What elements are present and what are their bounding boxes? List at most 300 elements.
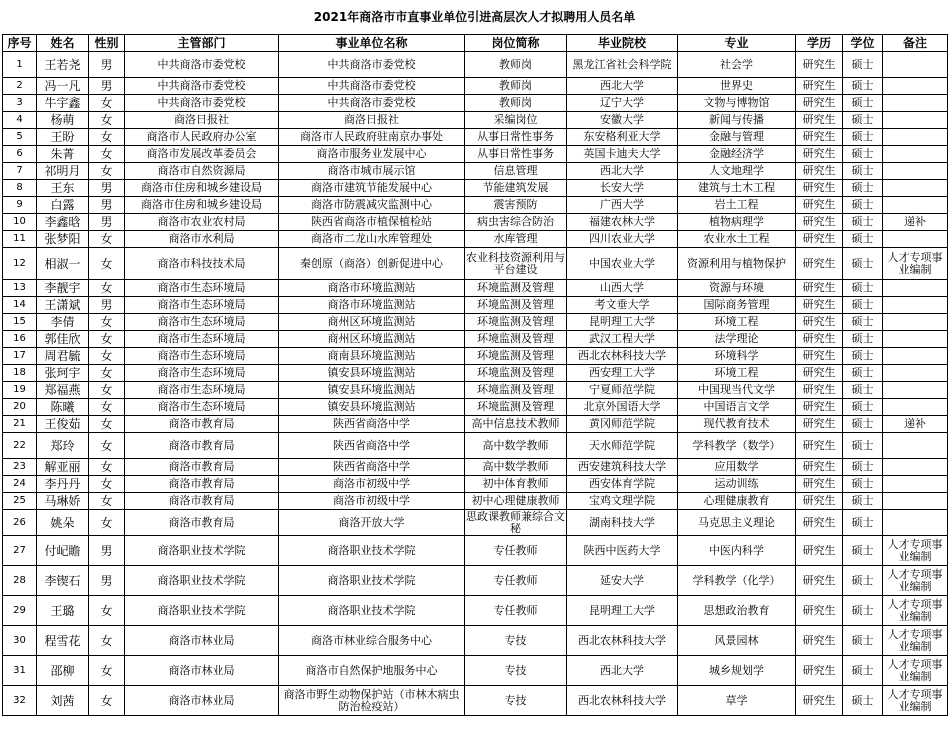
cell-index: 23 [3, 459, 37, 476]
column-header-index: 序号 [3, 35, 37, 52]
cell-remarks: 人才专项事业编制 [883, 536, 948, 566]
cell-major: 农业水土工程 [678, 231, 796, 248]
cell-position: 思政课教师兼综合文秘 [466, 509, 565, 535]
cell-remarks [883, 331, 948, 348]
cell-remarks [883, 78, 948, 95]
cell-name: 邵柳 [37, 656, 89, 686]
cell-name: 马琳娇 [37, 493, 89, 510]
cell-index: 7 [3, 163, 37, 180]
cell-department: 商洛市发展改革委员会 [125, 146, 279, 163]
candidate-table [2, 34, 948, 716]
cell-index: 32 [3, 686, 37, 716]
cell-index: 24 [3, 476, 37, 493]
cell-remarks: 递补 [883, 214, 948, 231]
cell-degree: 硕士 [843, 214, 883, 231]
cell-department: 商洛市人民政府办公室 [125, 129, 279, 146]
cell-department: 商洛职业技术学院 [125, 536, 279, 566]
cell-position: 初中心理健康教师 [465, 493, 567, 510]
column-header-remarks: 备注 [883, 35, 948, 52]
cell-name: 王璐 [37, 596, 89, 626]
cell-name: 周君毓 [37, 348, 89, 365]
cell-unit: 商洛日报社 [279, 112, 465, 129]
table-row [3, 331, 948, 348]
cell-major: 金融经济学 [678, 146, 796, 163]
cell-department: 商洛市教育局 [125, 510, 279, 536]
cell-major: 国际商务管理 [678, 297, 796, 314]
cell-remarks: 人才专项事业编制 [883, 686, 948, 716]
cell-degree: 硕士 [843, 416, 883, 433]
cell-position: 教师岗 [465, 78, 567, 95]
cell-index: 14 [3, 297, 37, 314]
cell-index: 29 [3, 596, 37, 626]
cell-school: 英国卡迪夫大学 [567, 146, 678, 163]
cell-education: 研究生 [796, 52, 843, 78]
cell-name: 李丹丹 [37, 476, 89, 493]
table-row [3, 248, 948, 280]
cell-gender: 女 [89, 112, 125, 129]
cell-education: 研究生 [796, 95, 843, 112]
cell-department: 商洛市生态环境局 [125, 297, 279, 314]
table-row [3, 686, 948, 716]
cell-position: 专技 [465, 686, 567, 716]
cell-school: 西安理工大学 [567, 365, 678, 382]
cell-major: 文物与博物馆 [678, 95, 796, 112]
cell-gender: 女 [89, 248, 125, 280]
cell-index: 3 [3, 95, 37, 112]
cell-remarks [883, 510, 948, 536]
cell-position: 教师岗 [465, 95, 567, 112]
cell-degree: 硕士 [843, 112, 883, 129]
cell-major: 环境科学 [678, 348, 796, 365]
cell-education: 研究生 [796, 416, 843, 433]
cell-name: 张珂宇 [37, 365, 89, 382]
cell-education: 研究生 [796, 348, 843, 365]
cell-education: 研究生 [796, 626, 843, 656]
cell-remarks [883, 493, 948, 510]
cell-degree: 硕士 [843, 536, 883, 566]
cell-major: 环境工程 [678, 314, 796, 331]
cell-position: 高中信息技术教师 [465, 416, 567, 433]
cell-major: 资源与环境 [678, 280, 796, 297]
cell-school: 福建农林大学 [567, 214, 678, 231]
table-row [3, 626, 948, 656]
cell-position: 环境监测及管理 [465, 382, 567, 399]
cell-school: 东安格利亚大学 [567, 129, 678, 146]
table-row [3, 297, 948, 314]
cell-remarks [883, 476, 948, 493]
cell-unit: 商洛市野生动物保护站（市林木病虫防治检疫站） [279, 686, 465, 716]
cell-gender: 男 [89, 197, 125, 214]
cell-gender: 女 [89, 433, 125, 459]
cell-position: 教师岗 [465, 52, 567, 78]
cell-department: 商洛市农业农村局 [125, 214, 279, 231]
table-row [3, 493, 948, 510]
cell-gender: 女 [89, 146, 125, 163]
cell-name: 郭佳欣 [37, 331, 89, 348]
table-row [3, 433, 948, 459]
cell-degree: 硕士 [843, 314, 883, 331]
cell-major: 法学理论 [678, 331, 796, 348]
cell-remarks: 人才专项事业编制 [883, 596, 948, 626]
cell-position: 信息管理 [465, 163, 567, 180]
cell-degree: 硕士 [843, 231, 883, 248]
cell-department: 中共商洛市委党校 [125, 52, 279, 78]
cell-remarks [883, 280, 948, 297]
cell-department: 商洛市水利局 [125, 231, 279, 248]
cell-major: 草学 [678, 686, 796, 716]
cell-department: 商洛市生态环境局 [125, 280, 279, 297]
cell-index: 31 [3, 656, 37, 686]
cell-education: 研究生 [796, 596, 843, 626]
cell-name: 王潇斌 [37, 297, 89, 314]
cell-position: 农业科技资源利用与平台建设 [465, 248, 567, 280]
cell-major: 学科教学（化学） [678, 566, 796, 596]
cell-school: 四川农业大学 [567, 231, 678, 248]
cell-index: 13 [3, 280, 37, 297]
cell-gender: 女 [89, 331, 125, 348]
cell-unit: 中共商洛市委党校 [279, 78, 465, 95]
cell-remarks [883, 314, 948, 331]
cell-remarks [883, 163, 948, 180]
cell-degree: 硕士 [843, 596, 883, 626]
cell-unit: 镇安县环境监测站 [279, 365, 465, 382]
cell-index: 19 [3, 382, 37, 399]
cell-school: 西安体育学院 [567, 476, 678, 493]
cell-degree: 硕士 [843, 686, 883, 716]
cell-major: 马克思主义理论 [678, 510, 796, 536]
cell-position: 环境监测及管理 [465, 399, 567, 416]
cell-school: 广西大学 [567, 197, 678, 214]
cell-degree: 硕士 [843, 197, 883, 214]
cell-major: 思想政治教育 [678, 596, 796, 626]
table-row [3, 536, 948, 566]
cell-position: 高中数学教师 [465, 459, 567, 476]
cell-index: 1 [3, 52, 37, 78]
table-row [3, 476, 948, 493]
cell-position: 震害预防 [465, 197, 567, 214]
cell-degree: 硕士 [843, 129, 883, 146]
table-row [3, 180, 948, 197]
cell-index: 25 [3, 493, 37, 510]
table-row [3, 95, 948, 112]
cell-unit: 商洛开放大学 [279, 510, 465, 536]
column-header-department: 主管部门 [125, 35, 279, 52]
table-row [3, 566, 948, 596]
cell-degree: 硕士 [843, 365, 883, 382]
cell-name: 刘茜 [37, 686, 89, 716]
cell-degree: 硕士 [843, 459, 883, 476]
cell-school: 安徽大学 [567, 112, 678, 129]
cell-index: 10 [3, 214, 37, 231]
cell-remarks [883, 129, 948, 146]
cell-department: 中共商洛市委党校 [125, 95, 279, 112]
cell-position: 专任教师 [465, 566, 567, 596]
cell-department: 中共商洛市委党校 [125, 78, 279, 95]
table-row [3, 365, 948, 382]
cell-remarks [883, 112, 948, 129]
cell-unit: 商洛市人民政府驻南京办事处 [279, 129, 465, 146]
cell-index: 6 [3, 146, 37, 163]
cell-degree: 硕士 [843, 348, 883, 365]
cell-gender: 女 [89, 129, 125, 146]
cell-remarks [883, 231, 948, 248]
cell-position: 初中体育教师 [465, 476, 567, 493]
table-row [3, 280, 948, 297]
cell-department: 商洛市教育局 [125, 476, 279, 493]
cell-remarks [883, 382, 948, 399]
cell-unit: 商南县环境监测站 [279, 348, 465, 365]
cell-name: 牛宇鑫 [37, 95, 89, 112]
column-header-gender: 性别 [89, 35, 125, 52]
cell-name: 郑福燕 [37, 382, 89, 399]
cell-position: 环境监测及管理 [465, 297, 567, 314]
cell-gender: 男 [89, 566, 125, 596]
cell-name: 王若尧 [37, 52, 89, 78]
cell-gender: 女 [89, 231, 125, 248]
cell-major: 中国语言文学 [678, 399, 796, 416]
cell-department: 商洛职业技术学院 [125, 596, 279, 626]
table-row [3, 382, 948, 399]
cell-position: 采编岗位 [465, 112, 567, 129]
cell-department: 商洛市教育局 [125, 459, 279, 476]
cell-education: 研究生 [796, 493, 843, 510]
cell-name: 解亚丽 [37, 459, 89, 476]
table-row [3, 214, 948, 231]
cell-name: 程雪花 [37, 626, 89, 656]
cell-department: 商洛市教育局 [125, 493, 279, 510]
column-header-major: 专业 [678, 35, 796, 52]
cell-school: 山西大学 [567, 280, 678, 297]
cell-gender: 女 [89, 314, 125, 331]
cell-department: 商洛市生态环境局 [125, 399, 279, 416]
cell-major: 岩土工程 [678, 197, 796, 214]
cell-position: 专技 [465, 656, 567, 686]
cell-unit: 秦创原（商洛）创新促进中心 [279, 248, 465, 280]
cell-major: 应用数学 [678, 459, 796, 476]
cell-education: 研究生 [796, 248, 843, 280]
cell-education: 研究生 [796, 78, 843, 95]
cell-remarks [883, 146, 948, 163]
cell-gender: 女 [89, 399, 125, 416]
table-row [3, 348, 948, 365]
cell-gender: 女 [89, 365, 125, 382]
cell-education: 研究生 [796, 297, 843, 314]
cell-unit: 中共商洛市委党校 [279, 95, 465, 112]
cell-school: 昆明理工大学 [567, 596, 678, 626]
cell-education: 研究生 [796, 163, 843, 180]
cell-school: 黄冈师范学院 [567, 416, 678, 433]
cell-index: 5 [3, 129, 37, 146]
cell-unit: 商洛市城市展示馆 [279, 163, 465, 180]
cell-gender: 男 [89, 214, 125, 231]
cell-department: 商洛市生态环境局 [125, 365, 279, 382]
cell-name: 姚朵 [37, 510, 89, 536]
cell-index: 18 [3, 365, 37, 382]
cell-gender: 女 [89, 382, 125, 399]
cell-name: 冯一凡 [37, 78, 89, 95]
cell-name: 李鑫晗 [37, 214, 89, 231]
cell-gender: 男 [89, 297, 125, 314]
cell-degree: 硕士 [843, 566, 883, 596]
cell-remarks [883, 365, 948, 382]
cell-major: 建筑与土木工程 [678, 180, 796, 197]
cell-gender: 女 [89, 459, 125, 476]
table-row [3, 416, 948, 433]
cell-name: 陈曦 [37, 399, 89, 416]
cell-education: 研究生 [796, 510, 843, 536]
cell-position: 高中数学教师 [465, 433, 567, 459]
cell-major: 人文地理学 [678, 163, 796, 180]
cell-department: 商洛市林业局 [125, 686, 279, 716]
cell-major: 心理健康教育 [678, 493, 796, 510]
table-row [3, 146, 948, 163]
cell-name: 李倩 [37, 314, 89, 331]
cell-education: 研究生 [796, 566, 843, 596]
cell-major: 学科教学（数学） [678, 433, 796, 459]
cell-index: 30 [3, 626, 37, 656]
cell-major: 世界史 [678, 78, 796, 95]
cell-major: 中国现当代文学 [678, 382, 796, 399]
cell-unit: 镇安县环境监测站 [279, 382, 465, 399]
cell-degree: 硕士 [843, 433, 883, 459]
cell-school: 北京外国语大学 [567, 399, 678, 416]
table-row [3, 197, 948, 214]
cell-education: 研究生 [796, 476, 843, 493]
cell-degree: 硕士 [843, 52, 883, 78]
cell-school: 延安大学 [567, 566, 678, 596]
cell-degree: 硕士 [843, 510, 883, 536]
cell-education: 研究生 [796, 656, 843, 686]
cell-education: 研究生 [796, 536, 843, 566]
cell-school: 西北农林科技大学 [567, 348, 678, 365]
cell-degree: 硕士 [843, 656, 883, 686]
cell-department: 商洛职业技术学院 [125, 566, 279, 596]
cell-unit: 镇安县环境监测站 [279, 399, 465, 416]
cell-name: 王东 [37, 180, 89, 197]
cell-gender: 女 [89, 476, 125, 493]
cell-remarks [883, 433, 948, 459]
cell-remarks: 人才专项事业编制 [883, 626, 948, 656]
cell-department: 商洛市林业局 [125, 626, 279, 656]
cell-school: 黑龙江省社会科学院 [567, 52, 678, 78]
table-row [3, 314, 948, 331]
cell-remarks: 人才专项事业编制 [883, 656, 948, 686]
cell-gender: 男 [89, 180, 125, 197]
cell-name: 李靓宇 [37, 280, 89, 297]
cell-unit: 中共商洛市委党校 [279, 52, 465, 78]
cell-education: 研究生 [796, 180, 843, 197]
cell-gender: 女 [89, 626, 125, 656]
cell-position: 环境监测及管理 [465, 314, 567, 331]
cell-unit: 商洛市环境监测站 [279, 297, 465, 314]
cell-position: 环境监测及管理 [465, 365, 567, 382]
cell-education: 研究生 [796, 314, 843, 331]
cell-major: 环境工程 [678, 365, 796, 382]
cell-name: 白露 [37, 197, 89, 214]
cell-gender: 男 [89, 536, 125, 566]
cell-education: 研究生 [796, 129, 843, 146]
cell-position: 从事日常性事务 [465, 129, 567, 146]
cell-major: 新闻与传播 [678, 112, 796, 129]
column-header-education: 学历 [796, 35, 843, 52]
table-row [3, 596, 948, 626]
cell-education: 研究生 [796, 146, 843, 163]
cell-gender: 女 [89, 656, 125, 686]
column-header-degree: 学位 [843, 35, 883, 52]
cell-index: 22 [3, 433, 37, 459]
cell-school: 昆明理工大学 [567, 314, 678, 331]
cell-school: 西北农林科技大学 [567, 626, 678, 656]
cell-unit: 商洛职业技术学院 [279, 536, 465, 566]
table-row [3, 112, 948, 129]
cell-gender: 女 [89, 510, 125, 536]
cell-unit: 商洛市初级中学 [279, 476, 465, 493]
cell-department: 商洛市住房和城乡建设局 [125, 197, 279, 214]
cell-gender: 女 [89, 686, 125, 716]
cell-education: 研究生 [796, 686, 843, 716]
cell-index: 17 [3, 348, 37, 365]
cell-gender: 女 [89, 163, 125, 180]
cell-degree: 硕士 [843, 331, 883, 348]
header-row [3, 35, 948, 52]
cell-department: 商洛市教育局 [125, 416, 279, 433]
table-row [3, 656, 948, 686]
cell-unit: 陕西省商洛市植保植检站 [279, 214, 465, 231]
table-row [3, 78, 948, 95]
column-header-name: 姓名 [37, 35, 89, 52]
cell-position: 环境监测及管理 [465, 280, 567, 297]
cell-education: 研究生 [796, 399, 843, 416]
cell-major: 资源利用与植物保护 [678, 248, 796, 280]
cell-school: 宁夏师范学院 [567, 382, 678, 399]
cell-department: 商洛市生态环境局 [125, 348, 279, 365]
cell-education: 研究生 [796, 112, 843, 129]
cell-education: 研究生 [796, 459, 843, 476]
cell-index: 16 [3, 331, 37, 348]
cell-index: 12 [3, 248, 37, 280]
cell-remarks [883, 52, 948, 78]
cell-school: 辽宁大学 [567, 95, 678, 112]
cell-remarks: 递补 [883, 416, 948, 433]
cell-unit: 商洛职业技术学院 [279, 596, 465, 626]
cell-degree: 硕士 [843, 163, 883, 180]
cell-name: 张梦阳 [37, 231, 89, 248]
cell-degree: 硕士 [843, 382, 883, 399]
cell-school: 长安大学 [567, 180, 678, 197]
cell-remarks [883, 180, 948, 197]
cell-unit: 商洛市防震减灾监测中心 [279, 197, 465, 214]
cell-unit: 陕西省商洛中学 [279, 459, 465, 476]
cell-degree: 硕士 [843, 280, 883, 297]
cell-name: 郑玲 [37, 433, 89, 459]
cell-department: 商洛市自然资源局 [125, 163, 279, 180]
cell-school: 武汉工程大学 [567, 331, 678, 348]
cell-gender: 女 [89, 416, 125, 433]
cell-school: 西北农林科技大学 [567, 686, 678, 716]
cell-gender: 女 [89, 95, 125, 112]
cell-education: 研究生 [796, 280, 843, 297]
cell-degree: 硕士 [843, 297, 883, 314]
cell-department: 商洛市教育局 [125, 433, 279, 459]
cell-department: 商洛日报社 [125, 112, 279, 129]
cell-department: 商洛市林业局 [125, 656, 279, 686]
cell-remarks [883, 348, 948, 365]
cell-school: 西安建筑科技大学 [567, 459, 678, 476]
cell-unit: 商洛市林业综合服务中心 [279, 626, 465, 656]
cell-unit: 商州区环境监测站 [279, 331, 465, 348]
cell-department: 商洛市生态环境局 [125, 331, 279, 348]
cell-name: 祁明月 [37, 163, 89, 180]
